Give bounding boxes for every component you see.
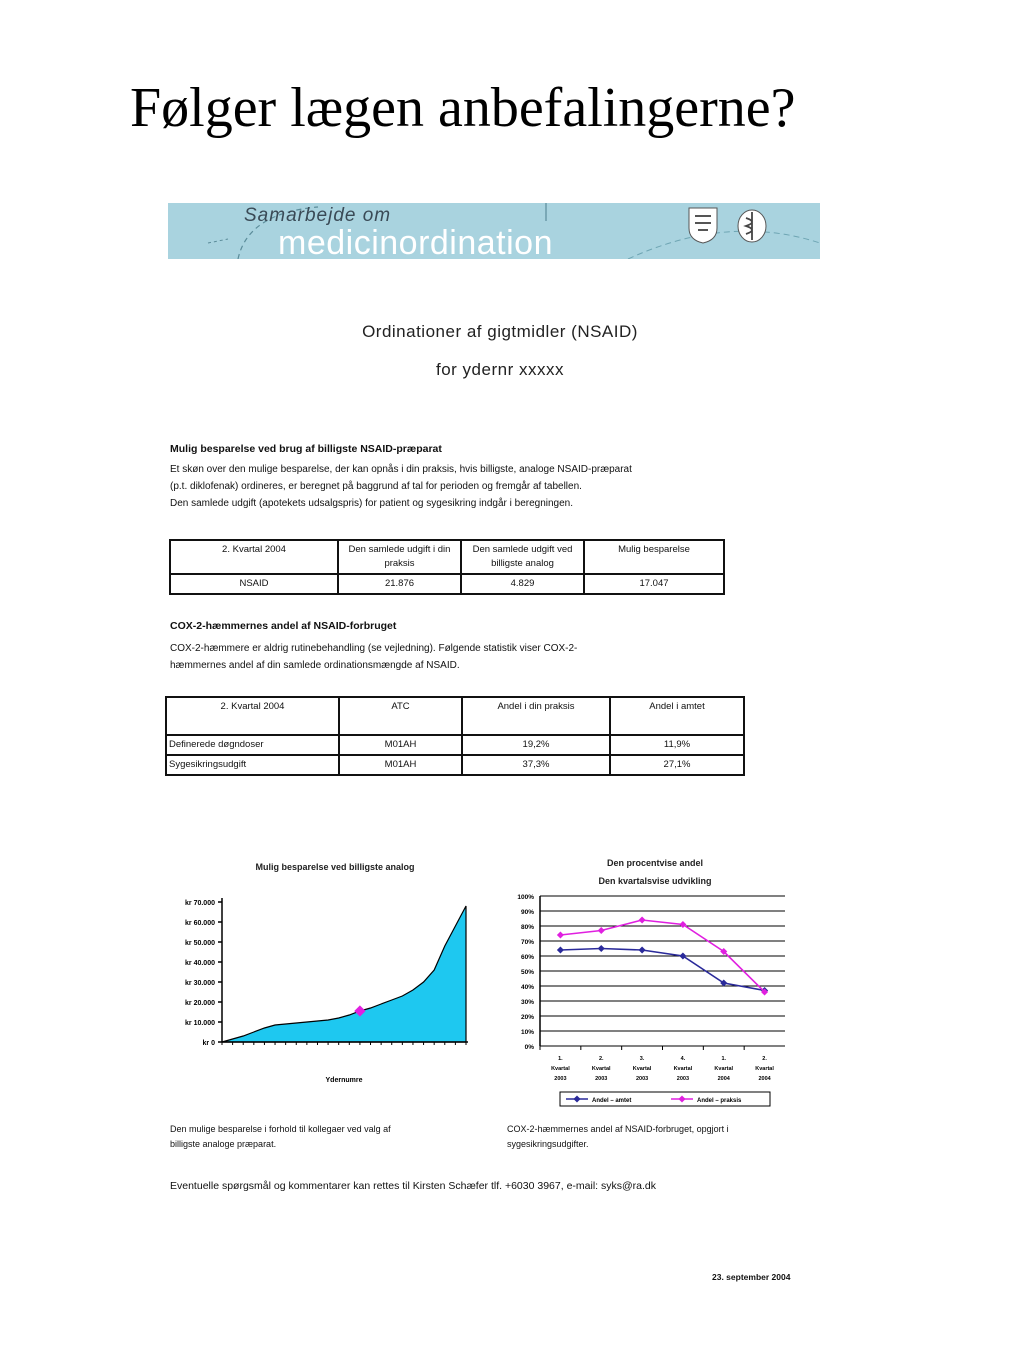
x-tick-label: 2003 — [595, 1076, 608, 1082]
table-header-cell: Den samlede udgift ved billigste analog — [461, 540, 584, 574]
document-subheading: for ydernr xxxxx — [436, 360, 564, 379]
y-tick-label: 60% — [520, 954, 534, 961]
share-chart-caption-2: sygesikringsudgifter. — [507, 1139, 589, 1149]
x-tick-label: 2. — [598, 1056, 604, 1062]
table-cell: 27,1% — [610, 755, 744, 775]
savings-area-series — [222, 906, 466, 1042]
table-header-cell: 2. Kvartal 2004 — [170, 540, 338, 574]
savings-area-chart — [170, 880, 480, 1095]
y-tick-label: kr 20.000 — [185, 1000, 215, 1007]
y-tick-label: 90% — [520, 909, 534, 916]
praksis-series-point — [598, 927, 605, 934]
savings-table — [169, 539, 725, 595]
amt-series-point — [598, 945, 605, 952]
y-tick-label: kr 70.000 — [185, 900, 215, 907]
x-tick-label: Kvartal — [673, 1066, 693, 1072]
table-cell: 21.876 — [338, 574, 461, 594]
section-cox2-title: COX-2-hæmmernes andel af NSAID-forbruget — [170, 620, 397, 632]
x-tick-label: 2004 — [758, 1076, 771, 1082]
section-savings-line-2: (p.t. diklofenak) ordineres, er beregnet på baggrund af tal for perioden og fremgår af tabellen. — [170, 481, 582, 492]
table-header-cell: Andel i amtet — [610, 697, 744, 735]
savings-chart-caption-2: billigste analoge præparat. — [170, 1139, 277, 1149]
cox2-table — [165, 696, 745, 776]
y-tick-label: kr 50.000 — [185, 940, 215, 947]
share-line-chart — [500, 888, 810, 1118]
snake-emblem-icon — [736, 206, 768, 244]
y-tick-label: 40% — [520, 984, 534, 991]
table-cell: Definerede døgndoser — [166, 735, 339, 755]
banner-line-2: medicinordination — [278, 224, 553, 259]
y-tick-label: 10% — [520, 1029, 534, 1036]
table-cell: 19,2% — [462, 735, 610, 755]
y-tick-label: 0% — [524, 1044, 534, 1051]
table-cell: 37,3% — [462, 755, 610, 775]
table-header-cell: Andel i din praksis — [462, 697, 610, 735]
document-heading: Ordinationer af gigtmidler (NSAID) — [362, 322, 638, 341]
table-cell: 17.047 — [584, 574, 724, 594]
legend-entry: Andel – praksis — [697, 1098, 742, 1104]
county-shield-icon — [686, 206, 720, 244]
y-tick-label: kr 40.000 — [185, 960, 215, 967]
table-cell: 11,9% — [610, 735, 744, 755]
slide-title: Følger lægen anbefalingerne? — [130, 77, 796, 139]
table-cell: NSAID — [170, 574, 338, 594]
x-tick-label: Kvartal — [591, 1066, 611, 1072]
contact-line: Eventuelle spørgsmål og kommentarer kan rettes til Kirsten Schæfer tlf. +6030 3967, e-mail: syks@ra.dk — [170, 1180, 656, 1192]
table-header-row — [170, 540, 724, 574]
legend-entry: Andel – amtet — [592, 1098, 632, 1104]
x-tick-label: 4. — [680, 1056, 686, 1062]
x-tick-label: 3. — [639, 1056, 645, 1062]
table-row — [166, 735, 744, 755]
y-tick-label: kr 60.000 — [185, 920, 215, 927]
document-date: 23. september 2004 — [712, 1272, 791, 1282]
table-row — [170, 574, 724, 594]
table-header-cell: ATC — [339, 697, 462, 735]
table-cell: Sygesikringsudgift — [166, 755, 339, 775]
amt-series-point — [557, 946, 564, 953]
y-tick-label: 80% — [520, 924, 534, 931]
x-tick-label: 1. — [721, 1056, 727, 1062]
table-header-cell: 2. Kvartal 2004 — [166, 697, 339, 735]
amt-series-line — [560, 949, 764, 991]
banner-line-1: Samarbejde om — [244, 205, 392, 226]
x-tick-label: 2003 — [554, 1076, 567, 1082]
share-chart-subtitle: Den kvartalsvise udvikling — [598, 876, 712, 886]
table-cell: M01AH — [339, 735, 462, 755]
x-tick-label: Kvartal — [755, 1066, 774, 1072]
y-tick-label: kr 10.000 — [185, 1020, 215, 1027]
x-tick-label: Kvartal — [714, 1066, 734, 1072]
x-tick-label: 1. — [558, 1056, 563, 1062]
x-tick-label: 2. — [762, 1056, 767, 1062]
x-tick-label: 2003 — [635, 1076, 649, 1082]
section-cox2-line-1: COX-2-hæmmere er aldrig rutinebehandling (se vejledning). Følgende statistik viser COX-2- — [170, 643, 578, 654]
x-axis-label: Ydernumre — [325, 1077, 363, 1084]
x-tick-label: Kvartal — [551, 1066, 570, 1072]
y-tick-label: kr 30.000 — [185, 980, 215, 987]
savings-chart-caption-1: Den mulige besparelse i forhold til kollegaer ved valg af — [170, 1124, 391, 1134]
amt-series-point — [639, 946, 646, 953]
y-tick-label: 50% — [520, 969, 534, 976]
table-header-cell: Mulig besparelse — [584, 540, 724, 574]
y-tick-label: 20% — [520, 1014, 534, 1021]
savings-chart-title: Mulig besparelse ved billigste analog — [255, 862, 415, 872]
y-tick-label: 70% — [520, 939, 534, 946]
y-tick-label: 30% — [520, 999, 534, 1006]
share-chart-caption-1: COX-2-hæmmernes andel af NSAID-forbruget, opgjort i — [507, 1124, 729, 1134]
section-savings-line-3: Den samlede udgift (apotekets udsalgspris) for patient og sygesikring indgår i beregningen. — [170, 498, 574, 509]
x-tick-label: 2003 — [676, 1076, 690, 1082]
praksis-series-point — [639, 916, 646, 923]
y-tick-label: 100% — [517, 894, 534, 901]
x-tick-label: Kvartal — [632, 1066, 652, 1072]
y-tick-label: kr 0 — [202, 1040, 215, 1047]
table-cell: 4.829 — [461, 574, 584, 594]
x-tick-label: 2004 — [717, 1076, 730, 1082]
section-cox2-line-2: hæmmernes andel af din samlede ordinationsmængde af NSAID. — [170, 660, 460, 671]
share-chart-title: Den procentvise andel — [606, 858, 704, 868]
table-row — [166, 755, 744, 775]
section-savings-title: Mulig besparelse ved brug af billigste NSAID-præparat — [170, 443, 442, 455]
section-savings-line-1: Et skøn over den mulige besparelse, der kan opnås i din praksis, hvis billigste, analoge NSAID-præparat — [170, 464, 632, 475]
table-header-cell: Den samlede udgift i din praksis — [338, 540, 461, 574]
document-banner — [168, 203, 820, 259]
table-cell: M01AH — [339, 755, 462, 775]
praksis-series-point — [557, 931, 564, 938]
table-header-row — [166, 697, 744, 735]
